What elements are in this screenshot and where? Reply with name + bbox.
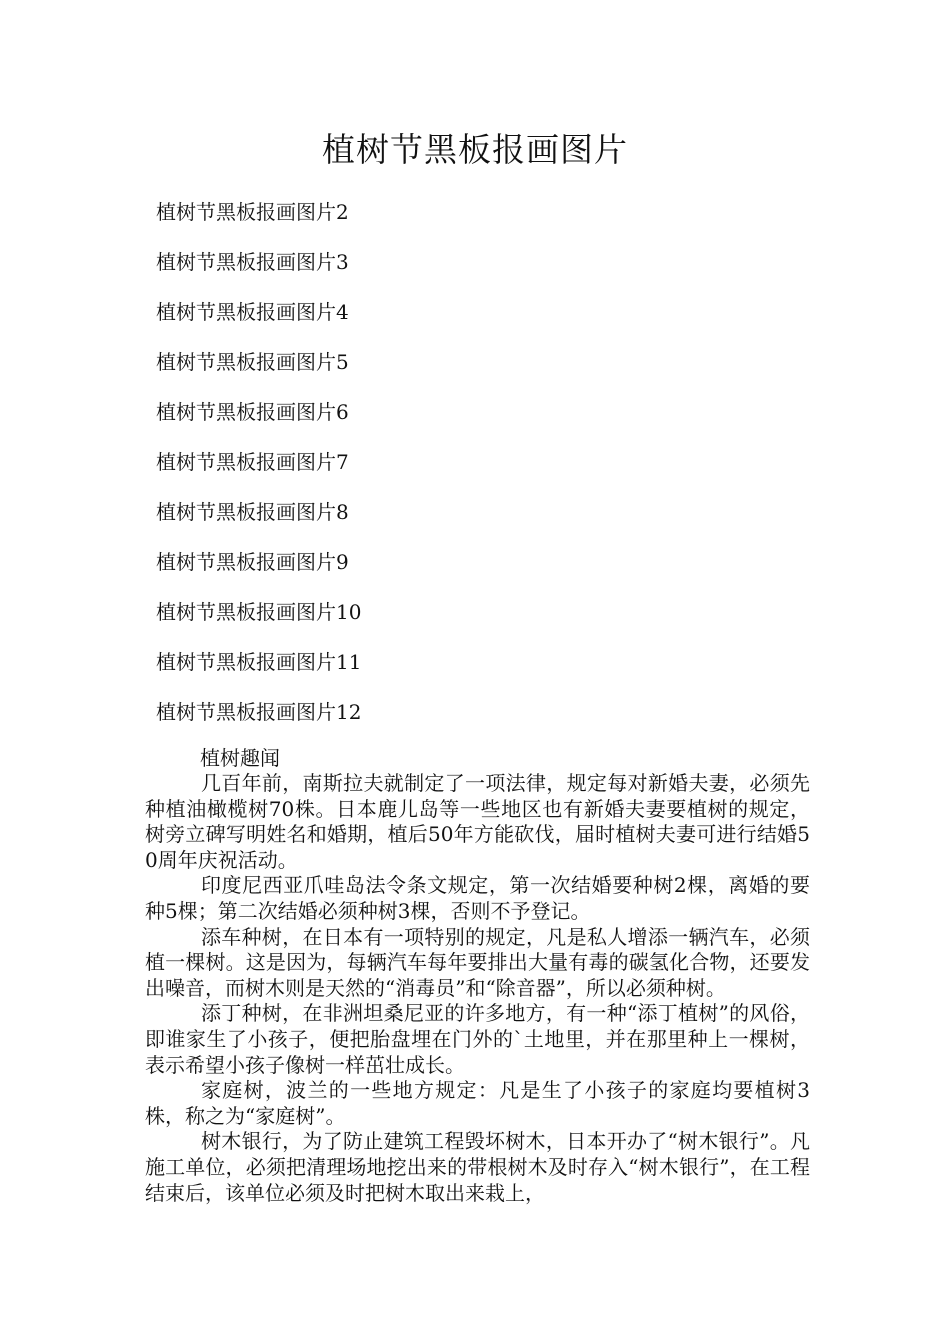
paragraph: 添丁种树，在非洲坦桑尼亚的许多地方，有一种“添丁植树”的风俗，即谁家生了小孩子，便把胎盘埋在门外的`土地里，并在那里种上一棵树，表示希望小孩子像树一样茁壮成长。 [145, 1001, 810, 1077]
page-title: 植树节黑板报画图片 [322, 130, 628, 169]
link-item-8[interactable]: 植树节黑板报画图片8 [156, 500, 349, 524]
article-body [145, 771, 810, 1206]
paragraph: 添车种树，在日本有一项特别的规定，凡是私人增添一辆汽车，必须植一棵树。这是因为，每辆汽车每年要排出大量有毒的碳氢化合物，还要发出噪音，而树木则是天然的“消毒员”和“除音器”，所以必须种树。 [145, 924, 810, 1000]
link-item-3[interactable]: 植树节黑板报画图片3 [156, 250, 349, 274]
link-item-10[interactable]: 植树节黑板报画图片10 [156, 600, 362, 624]
link-item-9[interactable]: 植树节黑板报画图片9 [156, 550, 349, 574]
section-heading: 植树趣闻 [200, 746, 280, 770]
link-list [156, 198, 361, 748]
link-item-6[interactable]: 植树节黑板报画图片6 [156, 400, 349, 424]
link-item-12[interactable]: 植树节黑板报画图片12 [156, 700, 362, 724]
paragraph: 几百年前，南斯拉夫就制定了一项法律，规定每对新婚夫妻，必须先种植油橄榄树70株。日本鹿儿岛等一些地区也有新婚夫妻要植树的规定，树旁立碑写明姓名和婚期，植后50年方能砍伐，届时植树夫妻可进行结婚50周年庆祝活动。 [145, 771, 810, 872]
link-item-2[interactable]: 植树节黑板报画图片2 [156, 200, 349, 224]
link-item-7[interactable]: 植树节黑板报画图片7 [156, 450, 349, 474]
link-item-4[interactable]: 植树节黑板报画图片4 [156, 300, 349, 324]
paragraph: 印度尼西亚爪哇岛法令条文规定，第一次结婚要种树2棵，离婚的要种5棵；第二次结婚必须种树3棵，否则不予登记。 [145, 873, 810, 923]
paragraph: 家庭树，波兰的一些地方规定：凡是生了小孩子的家庭均要植树3株，称之为“家庭树”。 [145, 1078, 810, 1128]
link-item-11[interactable]: 植树节黑板报画图片11 [156, 650, 362, 674]
paragraph: 树木银行，为了防止建筑工程毁坏树木，日本开办了“树木银行”。凡施工单位，必须把清理场地挖出来的带根树木及时存入“树木银行”，在工程结束后，该单位必须及时把树木取出来栽上， [145, 1129, 810, 1205]
link-item-5[interactable]: 植树节黑板报画图片5 [156, 350, 349, 374]
